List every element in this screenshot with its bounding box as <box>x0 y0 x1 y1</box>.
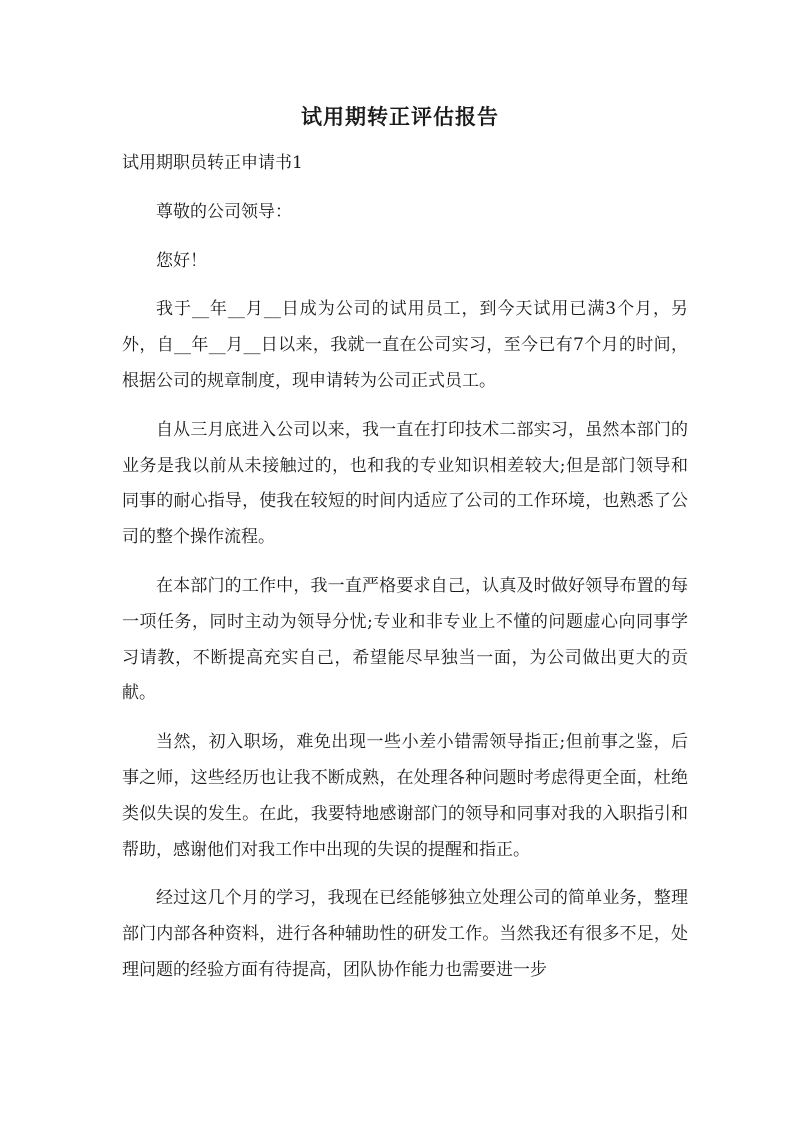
salutation: 尊敬的公司领导： <box>156 201 292 222</box>
document-body <box>122 146 688 1002</box>
body-paragraph: 自从三月底进入公司以来，我一直在打印技术二部实习，虽然本部门的业务是我以前从未接触过的，也和我的专业知识相差较大;但是部门领导和同事的耐心指导，使我在较短的时间内适应了公司的工作环境，也熟悉了公司的整个操作流程。 <box>122 419 688 548</box>
body-paragraph: 当然，初入职场，难免出现一些小差小错需领导指正;但前事之鉴，后事之师，这些经历也让我不断成熟，在处理各种问题时考虑得更全面，杜绝类似失误的发生。在此，我要特地感谢部门的领导和同事对我的入职指引和帮助，感谢他们对我工作中出现的失误的提醒和指正。 <box>122 732 688 860</box>
greeting: 您好！ <box>156 250 207 271</box>
body-paragraph: 我于__年__月__日成为公司的试用员工，到今天试用已满3个月，另外，自__年__月__日以来，我就一直在公司实习，至今已有7个月的时间，根据公司的规章制度，现申请转为公司正式员工。 <box>122 299 688 391</box>
document-subtitle: 试用期职员转正申请书1 <box>122 153 303 173</box>
body-paragraph: 经过这几个月的学习，我现在已经能够独立处理公司的简单业务，整理部门内部各种资料，进行各种辅助性的研发工作。当然我还有很多不足，处理问题的经验方面有待提高，团队协作能力也需要进一步 <box>122 888 688 980</box>
document-title: 试用期转正评估报告 <box>301 104 499 129</box>
body-paragraph: 在本部门的工作中，我一直严格要求自己，认真及时做好领导布置的每一项任务，同时主动为领导分忧;专业和非专业上不懂的问题虚心向同事学习请教，不断提高充实自己，希望能尽早独当一面，为公司做出更大的贡献。 <box>122 575 688 704</box>
